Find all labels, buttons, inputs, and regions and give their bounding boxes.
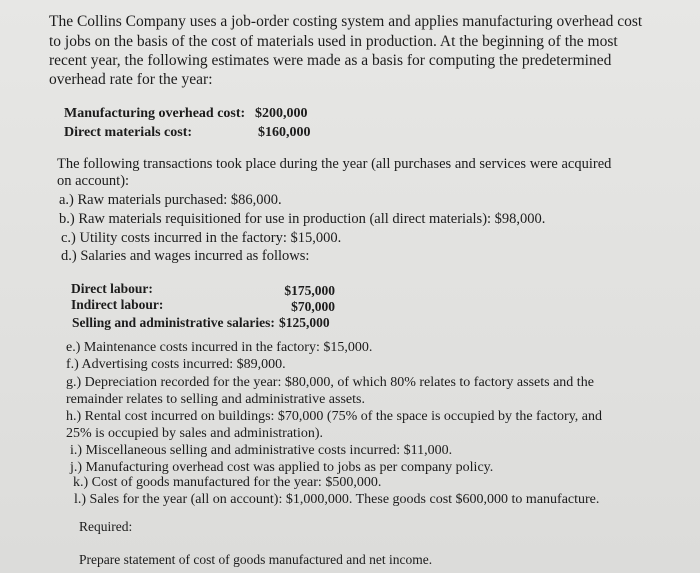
item-i: i.) Miscellaneous selling and administrative costs incurred: $11,000.	[70, 443, 453, 458]
item-c: c.) Utility costs incurred in the factory: $15,000.	[61, 230, 342, 246]
item-d: d.) Salaries and wages incurred as follows:	[61, 248, 310, 264]
required-heading: Required:	[79, 519, 133, 534]
salary-value-indirect: $70,000	[291, 299, 335, 314]
item-g-cont: remainder relates to selling and administrative assets.	[66, 392, 365, 407]
item-h-cont: 25% is occupied by sales and administration).	[66, 426, 323, 441]
intro-line-3: recent year, the following estimates were made as a basis for computing the predetermined	[49, 52, 612, 69]
item-e: e.) Maintenance costs incurred in the factory: $15,000.	[66, 340, 373, 355]
item-f: f.) Advertising costs incurred: $89,000.	[66, 357, 286, 372]
estimate-value-materials: $160,000	[258, 125, 311, 140]
salary-label-selling: Selling and administrative salaries:	[72, 315, 275, 330]
item-k: k.) Cost of goods manufactured for the year: $500,000.	[73, 475, 382, 490]
intro-line-4: overhead rate for the year:	[49, 71, 213, 88]
estimate-label-overhead: Manufacturing overhead cost:	[64, 106, 246, 121]
estimate-value-overhead: $200,000	[255, 106, 308, 121]
intro-line-1: The Collins Company uses a job-order costing system and applies manufacturing overhead cost	[49, 13, 643, 30]
item-j: j.) Manufacturing overhead cost was applied to jobs as per company policy.	[70, 460, 494, 475]
estimate-label-materials: Direct materials cost:	[64, 125, 193, 140]
intro-line-2: to jobs on the basis of the cost of materials used in production. At the beginning of the most	[49, 33, 618, 50]
salary-label-indirect: Indirect labour:	[71, 297, 164, 312]
salary-label-direct: Direct labour:	[71, 281, 153, 296]
required-task: Prepare statement of cost of goods manufactured and net income.	[79, 552, 433, 567]
item-a: a.) Raw materials purchased: $86,000.	[59, 192, 282, 208]
item-h: h.) Rental cost incurred on buildings: $70,000 (75% of the space is occupied by the factory, and	[66, 409, 603, 424]
transactions-intro-line-2: on account):	[57, 173, 130, 189]
salary-value-selling: $125,000	[279, 315, 330, 330]
salary-value-direct: $175,000	[284, 283, 335, 298]
item-b: b.) Raw materials requisitioned for use in production (all direct materials): $98,000.	[59, 211, 546, 227]
item-l: l.) Sales for the year (all on account): $1,000,000. These goods cost $600,000 to manufacture.	[74, 492, 600, 507]
item-g: g.) Depreciation recorded for the year: $80,000, of which 80% relates to factory assets and the	[66, 375, 594, 390]
transactions-intro-line-1: The following transactions took place during the year (all purchases and services were acquired	[57, 156, 612, 172]
